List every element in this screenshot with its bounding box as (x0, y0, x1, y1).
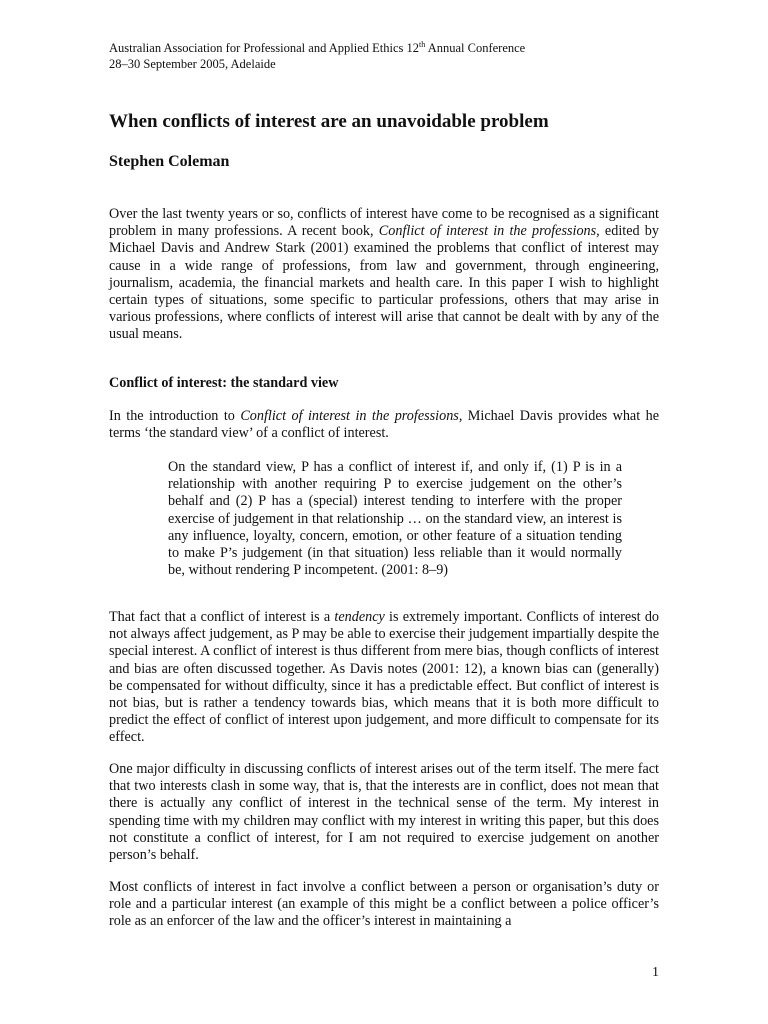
conference-name: Australian Association for Professional and Applied Ethics 12th Annual Conference (109, 39, 526, 55)
emphasis-tendency: tendency (334, 609, 385, 625)
conference-header (109, 40, 525, 72)
conference-dates: 28–30 September 2005, Adelaide (109, 57, 276, 71)
duty-paragraph: Most conflicts of interest in fact involve a conflict between a person or organisation’s duty or role and a particular interest (an example of this might be a conflict between a police officer’s role as an enforcer of the law and the officer’s interest in maintaining a (109, 879, 659, 930)
block-quote: On the standard view, P has a conflict of interest if, and only if, (1) P is in a relationship with another requiring P to exercise judgement on the other’s behalf and (2) P has a (special) interest tending to interfere with the proper exercise of judgement in that relationship … on the standard view, an interest is any influence, loyalty, concern, emotion, or other feature of a situation tending to make P’s judgement (in that situation) less reliable than it would normally be, without rendering P incompetent. (2001: 8–9) (168, 459, 622, 579)
paper-title: When conflicts of interest are an unavoidable problem (109, 111, 549, 132)
author-name: Stephen Coleman (109, 153, 230, 170)
book-title: Conflict of interest in the professions (240, 408, 459, 424)
standard-view-paragraph: In the introduction to Conflict of interest in the professions, Michael Davis provides what he terms ‘the standard view’ of a conflict of interest. (109, 408, 659, 442)
tendency-paragraph: That fact that a conflict of interest is a tendency is extremely important. Conflicts of interest do not always affect judgement, as P may be able to exercise their judgement impartially despite the special interest. A conflict of interest is thus different from mere bias, though conflicts of interest and bias are often discussed together. As Davis notes (2001: 12), a known bias can (generally) be compensated for without difficulty, since it has a predictable effect. But conflict of interest is not bias, but is rather a tendency towards bias, which means that it is both more difficult to predict the effect of conflict of interest upon judgement, and more difficult to compensate for its effect. (109, 609, 660, 746)
book-title: Conflict of interest in the professions, (378, 223, 600, 240)
page-number: 1 (652, 965, 659, 980)
intro-paragraph: Over the last twenty years or so, conflicts of interest have come to be recognised as a significant problem in many professions. A recent book, Conflict of interest in the professions, edited by Michael Davis and Andrew Stark (2001) examined the problems that conflict of interest may cause in a wide range of professions, from law and government, through engineering, journalism, academia, the financial markets and health care. In this paper I wish to highlight certain types of situations, some specific to particular professions, others that may arise in various professions, where conflicts of interest will arise that cannot be dealt with by any of the usual means. (109, 206, 659, 343)
section-heading: Conflict of interest: the standard view (109, 375, 339, 391)
ordinal-suffix: th (419, 39, 426, 49)
difficulty-paragraph: One major difficulty in discussing conflicts of interest arises out of the term itself. The mere fact that two interests clash in some way, that is, that the interests are in conflict, does not mean that there is actually any conflict of interest in the technical sense of the term. My interest in spending time with my children may conflict with my interest in writing this paper, but this does not constitute a conflict of interest, for I am not required to exercise judgement on another person’s behalf. (109, 761, 659, 864)
